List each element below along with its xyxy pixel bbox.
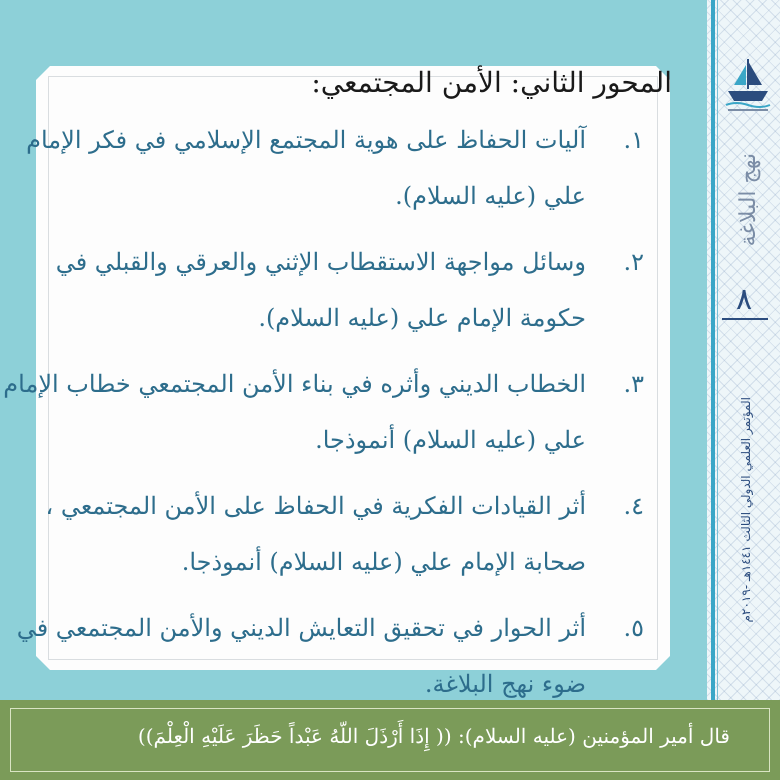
item-text: أثر الحوار في تحقيق التعايش الديني والأمن المجتمعي في bbox=[16, 614, 586, 642]
item-number: ٢. bbox=[623, 248, 644, 276]
page-number-underline bbox=[722, 318, 768, 320]
item-text: آليات الحفاظ على هوية المجتمع الإسلامي في فكر الإمام bbox=[26, 126, 586, 154]
item-text: أثر القيادات الفكرية في الحفاظ على الأمن المجتمعي ، bbox=[45, 492, 586, 520]
sidebar-divider bbox=[711, 0, 715, 700]
conference-caption: المؤتمر العلمي الدولي الثالث ١٤٤١هـ -٢٠١٩م bbox=[739, 397, 753, 623]
footer-quote: قال أمير المؤمنين (عليه السلام): (( إِذَا أَرْذَلَ اللّهُ عَبْداً حَظَرَ عَلَيْهِ الْعِلْمَ)) bbox=[137, 724, 730, 748]
topics-list bbox=[3, 112, 644, 722]
sidebar-divider-thin bbox=[717, 0, 718, 700]
list-item bbox=[26, 112, 644, 224]
item-number: ٤. bbox=[623, 492, 644, 520]
sidebar-calligraphy: نهج البلاغة bbox=[735, 153, 761, 247]
item-text-continued: ضوء نهج البلاغة. bbox=[424, 670, 586, 698]
section-heading: المحور الثاني: الأمن المجتمعي: bbox=[311, 66, 672, 99]
list-item bbox=[55, 234, 644, 346]
item-text-continued: علي (عليه السلام). bbox=[395, 182, 586, 210]
item-number: ٣. bbox=[623, 370, 644, 398]
item-text: الخطاب الديني وأثره في بناء الأمن المجتمعي خطاب الإمام bbox=[3, 370, 586, 398]
list-item bbox=[16, 600, 644, 712]
list-item bbox=[45, 478, 644, 590]
list-item bbox=[3, 356, 644, 468]
ship-logo-icon bbox=[722, 55, 774, 115]
item-text-continued: حكومة الإمام علي (عليه السلام). bbox=[258, 304, 586, 332]
item-number: ٥. bbox=[623, 614, 644, 642]
item-text: وسائل مواجهة الاستقطاب الإثني والعرقي والقبلي في bbox=[55, 248, 586, 276]
item-number: ١. bbox=[623, 126, 644, 154]
item-text-continued: صحابة الإمام علي (عليه السلام) أنموذجا. bbox=[181, 548, 586, 576]
item-text-continued: علي (عليه السلام) أنموذجا. bbox=[315, 426, 586, 454]
page-number: ٨ bbox=[736, 282, 753, 317]
